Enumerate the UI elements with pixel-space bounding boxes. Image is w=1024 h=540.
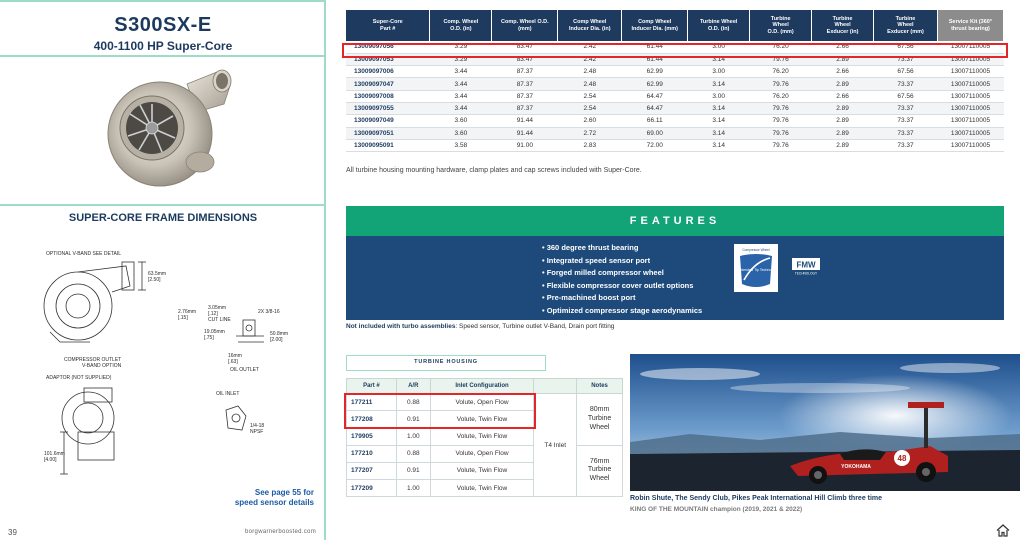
cell-ar: 0.88 xyxy=(396,445,430,462)
cell-ar: 1.00 xyxy=(396,479,430,496)
highlight-box-housing-rows xyxy=(344,393,536,429)
cell: 2.66 xyxy=(812,66,874,78)
left-column xyxy=(0,0,326,540)
cell-part: 13009097049 xyxy=(346,115,430,127)
cell: 3.29 xyxy=(430,41,492,53)
cell: 3.60 xyxy=(430,115,492,127)
cell: 13007110005 xyxy=(937,90,1003,102)
cell: 64.47 xyxy=(622,102,688,114)
page-number: 39 xyxy=(8,528,17,537)
photo-subcaption: KING OF THE MOUNTAIN champion (2019, 2021 & 2022) xyxy=(630,506,803,513)
photo-caption: Robin Shute, The Sendy Club, Pikes Peak International Hill Climb three time xyxy=(630,495,883,502)
top-border xyxy=(0,0,326,2)
feature-item: • Optimized compressor stage aerodynamics xyxy=(542,305,702,318)
cell: 69.00 xyxy=(622,127,688,139)
cell: 79.76 xyxy=(750,127,812,139)
fmw-technology-logo xyxy=(792,256,820,276)
cell: 76.20 xyxy=(750,66,812,78)
frame-dimensions-diagram xyxy=(38,236,318,486)
extended-tip-icon xyxy=(734,244,778,292)
cell: 73.37 xyxy=(874,115,938,127)
col-header-inducer-in: Comp Wheel Inducer Dia. (in) xyxy=(558,10,622,41)
frame-dimensions-title: SUPER-CORE FRAME DIMENSIONS xyxy=(68,212,258,224)
cell-ar: 0.88 xyxy=(396,394,430,411)
cell: 83.47 xyxy=(492,41,558,53)
cell: 79.76 xyxy=(750,115,812,127)
label-dim-2-76: 2.76mm [.15] xyxy=(178,309,197,321)
cell: 64.47 xyxy=(622,90,688,102)
cell: 3.29 xyxy=(430,53,492,65)
cell: 3.14 xyxy=(688,115,750,127)
cell: 67.56 xyxy=(874,66,938,78)
emblem-text: Extended Tip Technology xyxy=(737,268,778,272)
race-car-photo xyxy=(630,354,1020,491)
cell-part: 177210 xyxy=(347,445,397,462)
label-dim-3-05: 3.05mm [.12] CUT LINE xyxy=(208,305,231,323)
spec-table-note: All turbine housing mounting hardware, clamp plates and cap screws included with Super-Core. xyxy=(346,167,642,174)
label-npsf: 1/4-18 NPSF xyxy=(250,423,265,435)
cell: 2.72 xyxy=(558,127,622,139)
cell: 67.56 xyxy=(874,41,938,53)
features-list xyxy=(542,242,702,317)
col-header-part: Part # xyxy=(347,379,397,394)
table-row xyxy=(346,127,1004,139)
cell-part: 13009097006 xyxy=(346,66,430,78)
cell: 3.58 xyxy=(430,139,492,151)
cell-part: 13009095091 xyxy=(346,139,430,151)
cell: 79.76 xyxy=(750,102,812,114)
cell: 72.00 xyxy=(622,139,688,151)
cell-inlet-type: T4 Inlet xyxy=(534,394,577,497)
cell: 91.00 xyxy=(492,139,558,151)
table-row xyxy=(346,78,1004,90)
cell: 62.99 xyxy=(622,66,688,78)
product-subtitle: 400-1100 HP Super-Core xyxy=(93,39,233,53)
cell: 13007110005 xyxy=(937,127,1003,139)
label-dim-50-8: 50.8mm [2.00] xyxy=(270,331,289,343)
cell-config: Volute, Twin Flow xyxy=(430,479,534,496)
cell: 13007110005 xyxy=(937,78,1003,90)
feature-item: • Forged milled compressor wheel xyxy=(542,267,702,280)
features-panel xyxy=(346,236,1004,320)
col-header-turbine-od-mm: Turbine Wheel O.D. (mm) xyxy=(750,10,812,41)
cell: 2.89 xyxy=(812,127,874,139)
cell: 87.37 xyxy=(492,78,558,90)
cell-part: 13009097008 xyxy=(346,90,430,102)
cell: 3.44 xyxy=(430,66,492,78)
cell-part: 13009097055 xyxy=(346,102,430,114)
cell: 2.42 xyxy=(558,41,622,53)
col-header-service-kit: Service Kit (360° thrust bearing) xyxy=(937,10,1003,41)
table-row xyxy=(347,445,623,462)
cell: 2.89 xyxy=(812,115,874,127)
turbine-housing-heading: TURBINE HOUSING xyxy=(346,355,546,371)
cell: 3.00 xyxy=(688,41,750,53)
cell: 61.44 xyxy=(622,53,688,65)
cell: 2.54 xyxy=(558,90,622,102)
cell-part: 177207 xyxy=(347,462,397,479)
cell: 79.76 xyxy=(750,53,812,65)
cell-note-80mm: 80mm Turbine Wheel xyxy=(577,394,623,446)
table-row xyxy=(346,115,1004,127)
cell: 2.89 xyxy=(812,53,874,65)
cell-part: 13009097056 xyxy=(346,41,430,53)
cell: 73.37 xyxy=(874,139,938,151)
label-oil-outlet: OIL OUTLET xyxy=(230,367,259,373)
cell-part: 13009097051 xyxy=(346,127,430,139)
label-oil-inlet: OIL INLET xyxy=(216,391,240,397)
cell: 2.89 xyxy=(812,139,874,151)
col-header-ar: A/R xyxy=(396,379,430,394)
cell-config: Volute, Open Flow xyxy=(430,445,534,462)
cell-ar: 1.00 xyxy=(396,428,430,445)
highlight-box-spec-row xyxy=(342,43,1008,58)
divider xyxy=(0,55,326,57)
cell: 76.20 xyxy=(750,41,812,53)
spec-table-header xyxy=(346,10,1004,41)
col-header-turbine-od-in: Turbine Wheel O.D. (in) xyxy=(688,10,750,41)
cell: 3.44 xyxy=(430,90,492,102)
fmw-subtext: TECHNOLOGY xyxy=(794,271,818,276)
product-title: S300SX-E xyxy=(114,14,212,36)
label-dim-101-6: 101.6mm [4.00] xyxy=(44,451,65,463)
cell: 66.11 xyxy=(622,115,688,127)
cell: 3.14 xyxy=(688,53,750,65)
cell: 3.00 xyxy=(688,90,750,102)
cell-part: 13009097053 xyxy=(346,53,430,65)
cell-config: Volute, Twin Flow xyxy=(430,428,534,445)
col-header-notes: Notes xyxy=(577,379,623,394)
label-dim-63-5: 63.5mm [2.50] xyxy=(148,271,167,283)
turbo-core-photo xyxy=(92,64,242,194)
not-included-note xyxy=(346,323,614,330)
cell: 2.48 xyxy=(558,78,622,90)
cell: 2.60 xyxy=(558,115,622,127)
cell: 13007110005 xyxy=(937,115,1003,127)
col-header-part: Super-Core Part # xyxy=(346,10,430,41)
cell: 2.42 xyxy=(558,53,622,65)
col-header-inlet xyxy=(534,379,577,394)
site-url[interactable]: borgwarnerboosted.com xyxy=(244,529,316,535)
cell: 13007110005 xyxy=(937,66,1003,78)
cell: 91.44 xyxy=(492,127,558,139)
cell: 3.14 xyxy=(688,127,750,139)
cell: 3.14 xyxy=(688,139,750,151)
cell: 2.48 xyxy=(558,66,622,78)
super-core-spec-table xyxy=(346,10,1004,152)
col-header-exducer-in: Turbine Wheel Exducer (in) xyxy=(812,10,874,41)
col-header-inducer-mm: Comp Wheel Inducer Dia. (mm) xyxy=(622,10,688,41)
car-number: 48 xyxy=(897,454,907,463)
cell: 73.37 xyxy=(874,102,938,114)
cell: 13007110005 xyxy=(937,102,1003,114)
cell-part: 179905 xyxy=(347,428,397,445)
home-icon[interactable] xyxy=(996,524,1010,537)
cell: 73.37 xyxy=(874,78,938,90)
cell-part: 177209 xyxy=(347,479,397,496)
feature-item: • Pre-machined boost port xyxy=(542,292,702,305)
label-dim-16: 16mm [.63] xyxy=(228,353,242,365)
cell: 67.56 xyxy=(874,90,938,102)
cell: 3.44 xyxy=(430,78,492,90)
cell-part: 177208 xyxy=(347,411,397,428)
cell-config: Volute, Twin Flow xyxy=(430,462,534,479)
feature-item: • Integrated speed sensor port xyxy=(542,255,702,268)
cell: 79.76 xyxy=(750,78,812,90)
turbine-housing-header xyxy=(347,379,623,394)
see-page-note: See page 55 for speed sensor details xyxy=(234,488,314,507)
col-header-exducer-mm: Turbine Wheel Exducer (mm) xyxy=(874,10,938,41)
cell: 2.89 xyxy=(812,78,874,90)
not-included-text: : Speed sensor, Turbine outlet V-Band, Drain port fitting xyxy=(455,323,615,330)
cell: 3.14 xyxy=(688,102,750,114)
cell-part: 13009097047 xyxy=(346,78,430,90)
cell: 3.60 xyxy=(430,127,492,139)
cell: 62.99 xyxy=(622,78,688,90)
feature-item: • 360 degree thrust bearing xyxy=(542,242,702,255)
cell: 87.37 xyxy=(492,66,558,78)
label-dim-19-05: 19.05mm [.75] xyxy=(204,329,225,341)
table-row xyxy=(346,66,1004,78)
cell: 2.83 xyxy=(558,139,622,151)
cell: 2.66 xyxy=(812,41,874,53)
cell: 13007110005 xyxy=(937,139,1003,151)
cell-part: 177211 xyxy=(347,394,397,411)
table-row xyxy=(346,90,1004,102)
cell-config: Volute, Open Flow xyxy=(430,394,534,411)
col-header-inlet-config: Inlet Configuration xyxy=(430,379,534,394)
label-optional-vband: OPTIONAL V-BAND SEE DETAIL xyxy=(46,251,122,257)
cell: 83.47 xyxy=(492,53,558,65)
cell: 13007110005 xyxy=(937,41,1003,53)
fmw-text: FMW xyxy=(796,260,816,270)
cell: 3.00 xyxy=(688,66,750,78)
cell-ar: 0.91 xyxy=(396,462,430,479)
cell-note-76mm: 76mm Turbine Wheel xyxy=(577,445,623,497)
cell: 73.37 xyxy=(874,127,938,139)
table-row xyxy=(346,139,1004,151)
cell: 87.37 xyxy=(492,102,558,114)
cell: 91.44 xyxy=(492,115,558,127)
right-column xyxy=(328,0,1024,540)
cell: 13007110005 xyxy=(937,53,1003,65)
cell: 61.44 xyxy=(622,41,688,53)
cell: 2.89 xyxy=(812,102,874,114)
cell: 87.37 xyxy=(492,90,558,102)
cell-config: Volute, Twin Flow xyxy=(430,411,534,428)
table-row xyxy=(346,102,1004,114)
divider xyxy=(0,204,326,206)
cell: 2.66 xyxy=(812,90,874,102)
features-heading: FEATURES xyxy=(346,206,1004,236)
feature-item: • Flexible compressor cover outlet options xyxy=(542,280,702,293)
product-title-block xyxy=(0,14,326,53)
label-thread: 2X 3/8-16 xyxy=(258,309,280,315)
label-compressor-outlet: COMPRESSOR OUTLET V-BAND OPTION xyxy=(64,357,122,369)
cell: 2.54 xyxy=(558,102,622,114)
not-included-label: Not included with turbo assemblies xyxy=(346,323,456,330)
car-sponsor: YOKOHAMA xyxy=(841,464,871,470)
label-adaptor: ADAPTOR (NOT SUPPLIED) xyxy=(46,375,112,381)
cell: 76.20 xyxy=(750,90,812,102)
col-header-comp-od-mm: Comp. Wheel O.D. (mm) xyxy=(492,10,558,41)
cell: 73.37 xyxy=(874,53,938,65)
cell: 79.76 xyxy=(750,139,812,151)
col-header-comp-od-in: Comp. Wheel O.D. (in) xyxy=(430,10,492,41)
extended-tip-emblem xyxy=(734,244,778,292)
cell: 3.44 xyxy=(430,102,492,114)
emblem-caption: Compressor Wheel xyxy=(742,248,770,252)
cell-ar: 0.91 xyxy=(396,411,430,428)
cell: 3.14 xyxy=(688,78,750,90)
